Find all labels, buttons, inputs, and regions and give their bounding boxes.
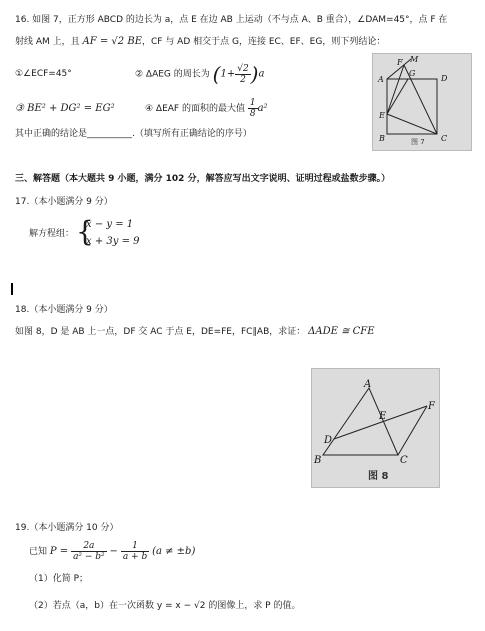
figure-8	[311, 368, 440, 488]
fig7-label-a: A	[378, 75, 384, 84]
fig7-label-f: F	[397, 58, 403, 67]
q17-label: 解方程组：	[29, 229, 75, 239]
fig8-label-c: C	[400, 455, 408, 466]
fig7-label-e: E	[379, 111, 385, 120]
q19-frac2	[121, 541, 149, 562]
q16-choice-2	[135, 61, 264, 88]
q16-choice-1: ①∠ECF=45°	[15, 69, 72, 79]
q16-line2	[15, 36, 385, 48]
q18-text	[15, 326, 375, 338]
q17-heading: 17.（本小题满分 9 分）	[15, 197, 113, 207]
q19-frac2-den: a + b	[122, 552, 148, 562]
q19-frac1-den: a² − b²	[73, 552, 105, 562]
q16-line1: 16. 如图 7，正方形 ABCD 的边长为 a，点 E 在边 AB 上运动（不与点 A、B 重合），∠DAM=45°，点 F 在	[15, 15, 448, 25]
q19-given: 已知	[29, 547, 48, 557]
fig8-line-fc	[398, 406, 427, 455]
q16-sqrt2-frac	[235, 64, 250, 85]
q18-text-a: 如图 8，D 是 AB 上一点，DF 交 AC 于点 E，DE=FE，FC∥AB，求证：	[15, 327, 306, 337]
fig7-caption: 图 7	[411, 138, 425, 146]
q16-answer-line: 其中正确的结论是__________.（填写所有正确结论的序号）	[15, 129, 252, 139]
q19-p: P =	[49, 546, 69, 557]
q16-line2-b: ，CF 与 AD 相交于点 G，连接 EC、EF、EG，则下列结论：	[142, 37, 386, 47]
q16-sqrt2-num: √2	[237, 63, 249, 74]
figure-7-diagram	[373, 54, 471, 150]
q17-eq2: x + 3y = 9	[86, 236, 140, 247]
q16-c4-num: 1	[249, 98, 256, 108]
q16-choice-4-frac	[248, 98, 258, 119]
q16-line2-eq: AF = √2 BE	[82, 36, 142, 47]
q16-sqrt2-den: 2	[240, 74, 246, 85]
q16-choice-3-text: ③ BE² + DG² = EG²	[15, 103, 115, 114]
fig8-triangle-abc	[323, 388, 398, 455]
q16-paren-open: (	[212, 62, 221, 86]
figure-7	[372, 53, 472, 151]
fig7-label-g: G	[409, 69, 416, 78]
q19-heading: 19.（本小题满分 10 分）	[15, 523, 119, 533]
q19-frac1	[71, 541, 107, 562]
fig7-square	[387, 79, 437, 134]
fig7-label-b: B	[379, 134, 385, 143]
q16-choice-3	[15, 103, 115, 115]
fig8-label-d: D	[324, 435, 333, 446]
fig8-label-b: B	[314, 455, 322, 466]
fig7-label-c: C	[441, 134, 448, 143]
q18-heading: 18.（本小题满分 9 分）	[15, 305, 113, 315]
figure-8-diagram	[312, 369, 439, 487]
q19-frac1-num: 2a	[71, 541, 107, 552]
fig7-label-d: D	[441, 74, 448, 83]
q17-brace: {	[76, 215, 94, 248]
q19-minus: −	[109, 546, 118, 557]
q16-choice-4-a: ④ ΔEAF 的面积的最大值	[145, 104, 245, 114]
fig8-label-e: E	[379, 411, 387, 422]
q16-line2-a: 射线 AM 上，且	[15, 37, 80, 47]
q19-frac2-num: 1	[121, 541, 149, 552]
q16-c4-den: 8	[249, 109, 256, 119]
q19-sub2: （2）若点（a，b）在一次函数 y = x − √2 的图像上，求 P 的值。	[29, 601, 301, 611]
section-3-heading: 三、解答题（本大题共 9 小题，满分 102 分，解答应写出文字说明、证明过程或盐数步骤。）	[15, 174, 391, 184]
fig8-label-a: A	[364, 379, 372, 390]
fig8-caption: 图 8	[368, 471, 389, 482]
fig8-label-f: F	[428, 401, 435, 412]
q16-choice-4-b: a²	[257, 103, 268, 114]
q17-eq1: x − y = 1	[86, 219, 134, 230]
q16-choice-4	[145, 97, 268, 121]
fig7-label-m: M	[410, 55, 419, 64]
q16-paren-close: )	[250, 62, 259, 86]
q18-text-b: ΔADE ≅ CFE	[308, 326, 375, 337]
q16-one: 1+	[220, 68, 236, 80]
q19-expression	[29, 540, 195, 564]
q16-choice-2-b: a	[258, 68, 265, 80]
text-cursor	[11, 283, 13, 295]
q19-sub1: （1）化简 P；	[29, 574, 89, 584]
q19-condition: (a ≠ ±b)	[152, 546, 196, 557]
q16-choice-2-a: ② ΔAEG 的周长为	[135, 69, 210, 80]
fig7-line-ec	[387, 114, 437, 134]
